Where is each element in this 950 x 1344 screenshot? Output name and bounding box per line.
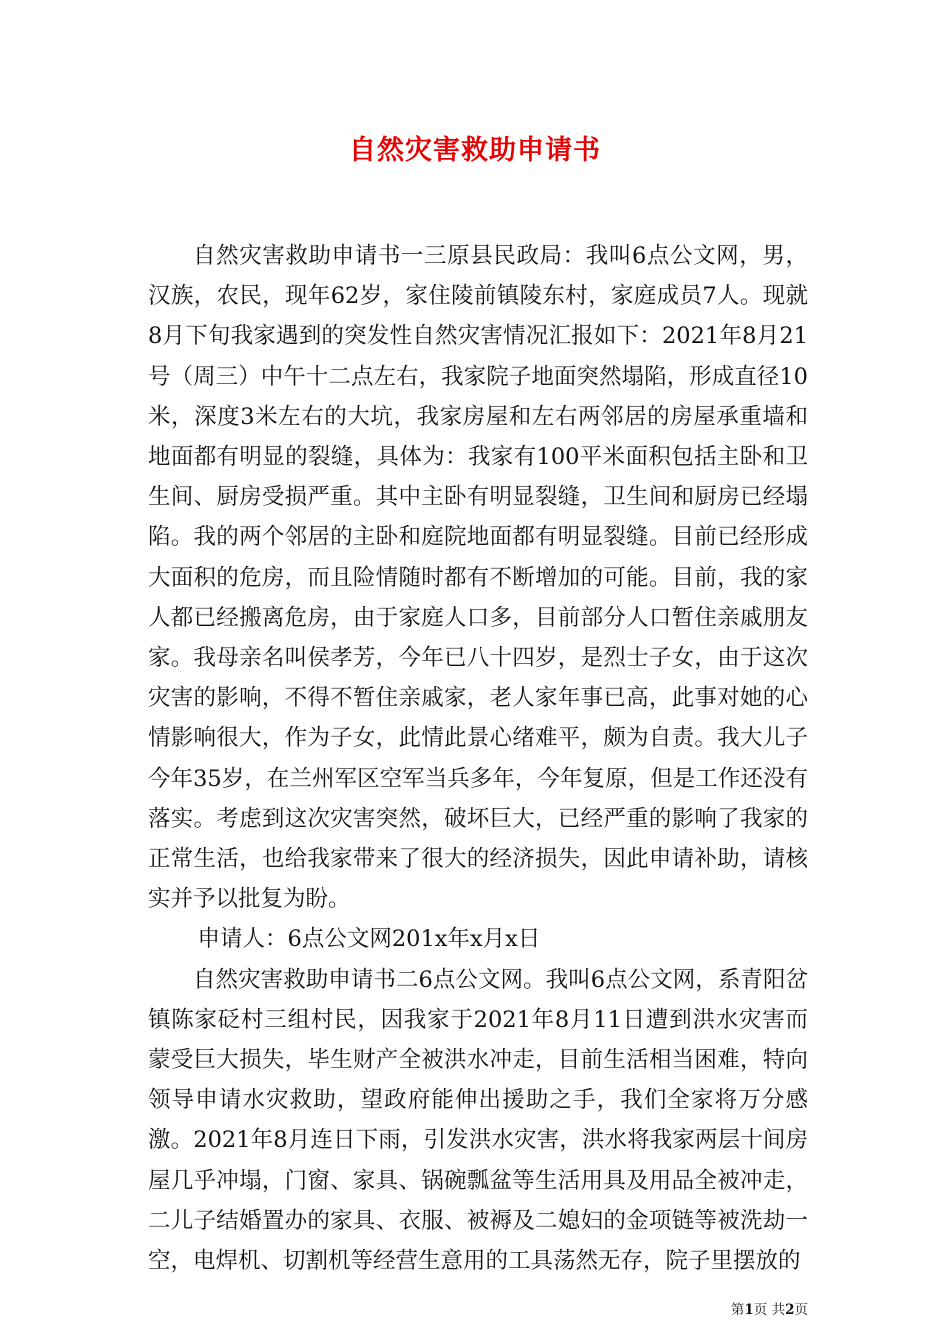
paragraph-application-one: 自然灾害救助申请书一三原县民政局：我叫6点公文网，男，汉族，农民，现年62岁，家住陵前镇陵东村，家庭成员7人。现就8月下旬我家遇到的突发性自然灾害情况汇报如下：2021年8月21号（周三）中午十二点左右，我家院子地面突然塌陷，形成直径10米，深度3米左右的大坑，我家房屋和左右两邻居的房屋承重墙和地面都有明显的裂缝，具体为：我家有100平米面积包括主卧和卫生间、厨房受损严重。其中主卧有明显裂缝，卫生间和厨房已经塌陷。我的两个邻居的主卧和庭院地面都有明显裂缝。目前已经形成大面积的危房，而且险情随时都有不断增加的可能。目前，我的家人都已经搬离危房，由于家庭人口多，目前部分人口暂住亲戚朋友家。我母亲名叫侯孝芳，今年已八十四岁，是烈士子女，由于这次灾害的影响，不得不暂住亲戚家，老人家年事已高，此事对她的心情影响很大，作为子女，此情此景心绪难平，颇为自责。我大儿子今年35岁，在兰州军区空军当兵多年，今年复原，但是工作还没有落实。考虑到这次灾害突然，破坏巨大，已经严重的影响了我家的正常生活，也给我家带来了很大的经济损失，因此申请补助，请核实并予以批复为盼。 — [148, 243, 808, 913]
footer-suffix: 页 — [794, 1302, 808, 1318]
document-title: 自然灾害救助申请书 — [349, 135, 601, 166]
page-number-footer — [700, 1298, 808, 1318]
footer-current-page: 1 — [744, 1302, 754, 1318]
footer-total-pages: 2 — [785, 1302, 795, 1318]
footer-middle: 页 共 — [753, 1302, 786, 1318]
paragraph-application-two: 自然灾害救助申请书二6点公文网。我叫6点公文网，系青阳岔镇陈家砭村三组村民，因我家于2021年8月11日遭到洪水灾害而蒙受巨大损失，毕生财产全被洪水冲走，目前生活相当困难，特向领导申请水灾救助，望政府能伸出援助之手，我们全家将万分感激。2021年8月连日下雨，引发洪水灾害，洪水将我家两层十间房屋几乎冲塌，门窗、家具、锅碗瓢盆等生活用具及用品全被冲走，二儿子结婚置办的家具、衣服、被褥及二媳妇的金项链等被洗劫一空，电焊机、切割机等经营生意用的工具荡然无存，院子里摆放的 — [148, 966, 808, 1275]
footer-prefix: 第 — [730, 1302, 745, 1318]
paragraph-signature: 申请人：6点公文网201x年x月x日 — [197, 926, 541, 953]
document-body — [148, 236, 808, 1281]
